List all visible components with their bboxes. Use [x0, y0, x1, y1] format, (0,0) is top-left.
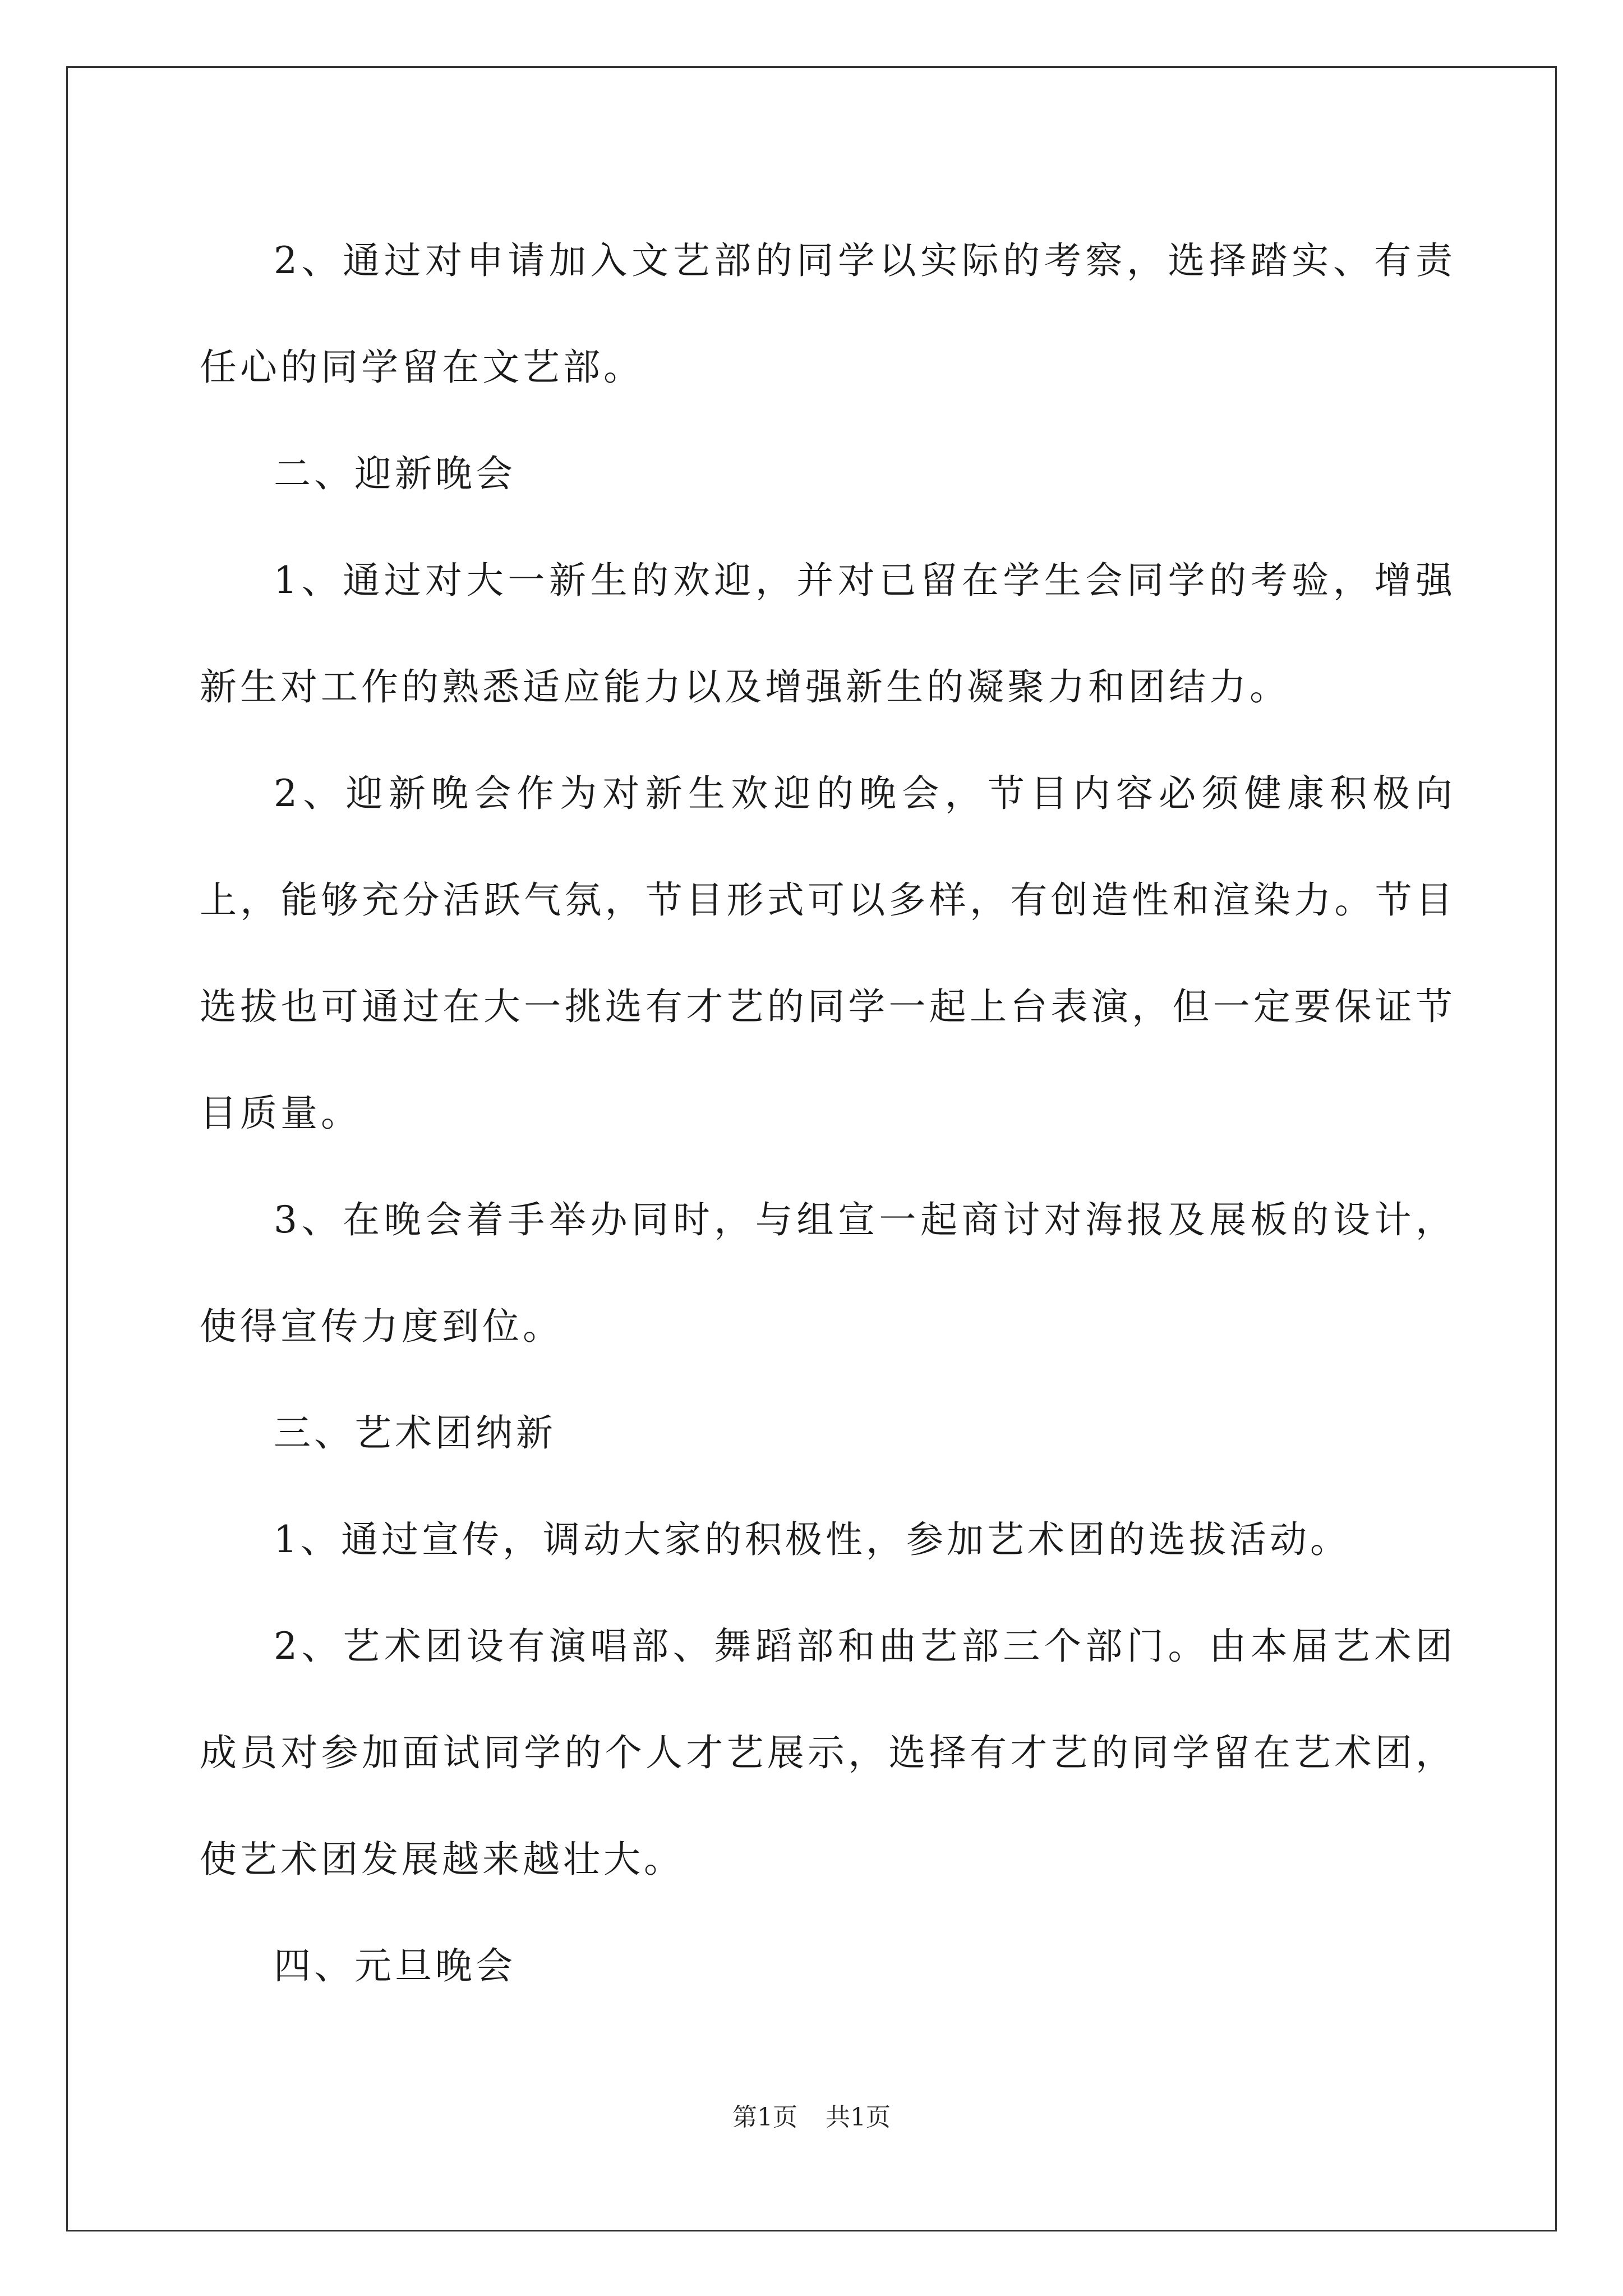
section-heading-3: 三、艺术团纳新 [274, 1411, 556, 1455]
paragraph-4: 3、在晚会着手举办同时，与组宣一起商讨对海报及展板的设计，使得宣传力度到位。 [200, 1198, 1456, 1348]
paragraph-2: 1、通过对大一新生的欢迎，并对已留在学生会同学的考验，增强新生对工作的熟悉适应能力以及增强新生的凝聚力和团结力。 [200, 559, 1456, 708]
paragraph-3: 2、迎新晚会作为对新生欢迎的晚会，节目内容必须健康积极向上，能够充分活跃气氛，节目形式可以多样，有创造性和渲染力。节目选拔也可通过在大一挑选有才艺的同学一起上台表演，但一定要保证节目质量。 [200, 772, 1456, 1135]
paragraph-6: 2、艺术团设有演唱部、舞蹈部和曲艺部三个部门。由本届艺术团成员对参加面试同学的个人才艺展示，选择有才艺的同学留在艺术团，使艺术团发展越来越壮大。 [200, 1625, 1456, 1881]
paragraph-5: 1、通过宣传，调动大家的积极性，参加艺术团的选拔活动。 [274, 1518, 1350, 1561]
document-body [200, 208, 1456, 2019]
page-number: 第1页 [732, 2103, 797, 2132]
section-heading-2: 二、迎新晚会 [274, 452, 516, 495]
paragraph-1: 2、通过对申请加入文艺部的同学以实际的考察，选择踏实、有责任心的同学留在文艺部。 [200, 239, 1456, 389]
page-footer [0, 2101, 1623, 2134]
page-total: 共1页 [826, 2103, 891, 2132]
section-heading-4: 四、元旦晚会 [274, 1944, 516, 1987]
